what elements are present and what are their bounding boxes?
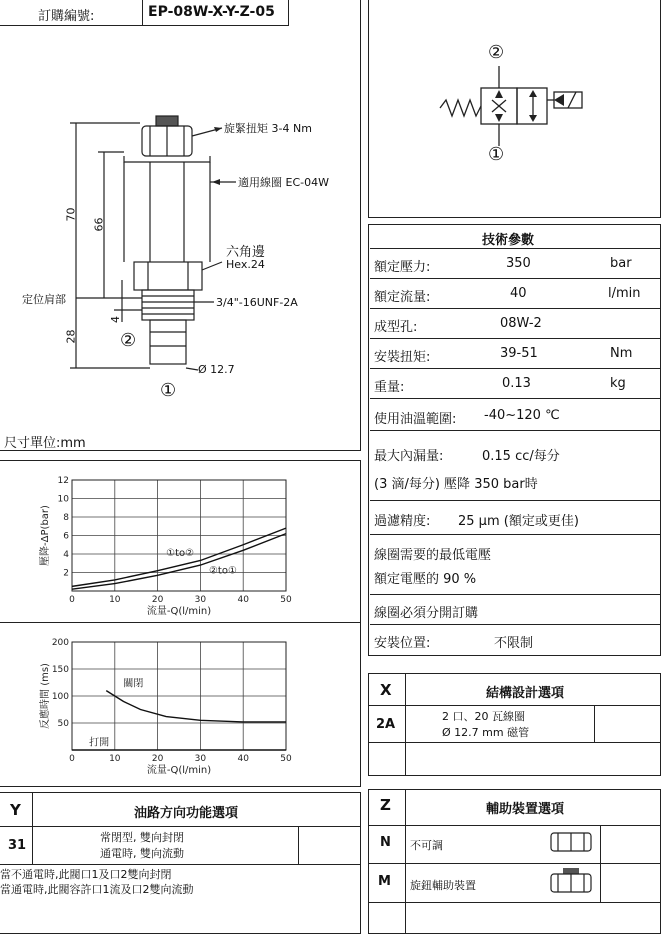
dim-28: 28	[64, 329, 78, 344]
x-tick-label: 0	[69, 595, 75, 605]
y-tick-label: 200	[51, 638, 69, 648]
x-tick-label: 50	[280, 754, 292, 764]
x-tick-label: 30	[194, 754, 207, 764]
y-tick-label: 100	[51, 692, 69, 702]
series-label: 打開	[89, 737, 110, 749]
y-divider-v2	[298, 827, 299, 864]
z-divider-v2	[600, 826, 601, 902]
coil-min-line2: 額定電壓的 90 %	[374, 572, 477, 587]
x-tick-label: 30	[194, 595, 207, 605]
port-2-label: ②	[120, 330, 137, 351]
y-divider-h2	[0, 864, 360, 865]
coil-order: 線圈必須分開訂購	[374, 606, 479, 621]
series-label: ①to②	[166, 547, 195, 559]
leak-note: (3 滴/每分) 壓降 350 bar時	[374, 477, 538, 492]
y-tick-label: 12	[57, 476, 69, 486]
x-axis-label: 流量-Q(l/min)	[146, 606, 212, 617]
y-divider-v	[32, 793, 33, 864]
z-code-n: N	[380, 835, 391, 850]
spec-label: 重量:	[374, 380, 405, 395]
x-desc2: Ø 12.7 mm 磁管	[442, 726, 530, 739]
spec-row-temp	[370, 398, 660, 431]
spec-label: 成型孔:	[374, 320, 418, 335]
spec-row	[370, 248, 660, 279]
thread-label: 3/4"-16UNF-2A	[216, 296, 298, 309]
spec-unit: Nm	[610, 346, 633, 361]
pressure-drop-chart	[0, 460, 360, 622]
knob-icon-manual	[548, 866, 594, 898]
x-tick-label: 10	[109, 595, 121, 605]
leak-value: 0.15 cc/每分	[482, 449, 560, 464]
spec-value: 40	[510, 286, 527, 301]
unit-label: 尺寸單位:mm	[4, 436, 86, 451]
x-tick-label: 40	[237, 754, 249, 764]
spec-unit: l/min	[608, 286, 641, 301]
spec-value: 39-51	[500, 346, 538, 361]
symbol-port-1: ①	[488, 144, 505, 165]
series-label: ②to①	[208, 565, 237, 577]
specs-header: 技術參數	[482, 233, 535, 248]
x-tick-label: 0	[69, 754, 75, 764]
z-key: Z	[380, 796, 391, 814]
spec-label: 額定流量:	[374, 290, 431, 305]
z-divider-h3	[369, 902, 660, 903]
y-tick-label: 6	[63, 531, 69, 542]
spec-row-coil-order	[370, 594, 660, 625]
z-title: 輔助裝置選項	[486, 802, 565, 817]
x-title: 結構設計選項	[486, 686, 565, 701]
locate-shoulder-label: 定位肩部	[22, 293, 66, 306]
y-tick-label: 150	[51, 665, 69, 675]
spec-row	[370, 278, 660, 309]
y-tick-label: 8	[63, 513, 69, 523]
x-tick-label: 20	[151, 754, 164, 764]
y-tick-label: 10	[57, 494, 69, 505]
order-code: EP-08W-X-Y-Z-05	[148, 4, 275, 20]
hex-label-cn: 六角邊	[226, 245, 266, 260]
dim-4: 4	[109, 316, 122, 323]
temp-label: 使用油溫範圍:	[374, 412, 457, 427]
torque-label: 旋緊扭矩 3-4 Nm	[224, 122, 312, 135]
dim-70: 70	[64, 207, 78, 222]
spec-row	[370, 338, 660, 369]
mount-value: 不限制	[494, 636, 534, 651]
y-desc2: 通電時, 雙向流動	[100, 847, 184, 860]
spec-value: 350	[506, 256, 531, 271]
spec-row-filter	[370, 500, 660, 535]
x-tick-label: 20	[151, 595, 164, 605]
x-divider-v	[405, 674, 406, 775]
series-label: 關閉	[123, 678, 144, 690]
z-divider-h2	[369, 863, 660, 864]
spec-row	[370, 308, 660, 339]
z-divider-v	[405, 790, 406, 933]
temp-value: -40~120 ℃	[484, 408, 560, 423]
hydraulic-symbol	[368, 0, 661, 219]
spec-row-coil-min	[370, 534, 660, 595]
x-divider-h2	[369, 742, 660, 743]
spec-unit: kg	[610, 376, 626, 391]
x-tick-label: 40	[237, 595, 249, 605]
spec-unit: bar	[610, 256, 632, 271]
y-tick-label: 2	[63, 568, 69, 579]
z-divider-h1	[369, 825, 660, 826]
spec-row-mount	[370, 624, 660, 657]
x-axis-label: 流量-Q(l/min)	[146, 765, 212, 776]
response-time-chart	[0, 622, 360, 784]
knob-icon-plain	[548, 830, 594, 858]
y-title: 油路方向功能選項	[134, 806, 239, 821]
spec-label: 額定壓力:	[374, 260, 431, 275]
z-desc-m: 旋鈕輔助裝置	[410, 879, 476, 892]
y-key: Y	[10, 801, 21, 819]
spec-row-leak	[370, 430, 660, 501]
y-code: 31	[8, 838, 27, 853]
x-tick-label: 10	[109, 754, 121, 764]
coil-label: 適用線圈 EC-04W	[238, 176, 329, 189]
x-divider-v2	[594, 706, 595, 742]
x-code: 2A	[376, 717, 396, 732]
x-divider-h	[369, 705, 660, 706]
x-desc1: 2 口、20 瓦線圈	[442, 710, 525, 723]
coil-min-line1: 線圈需要的最低電壓	[374, 548, 492, 563]
y-tick-label: 4	[63, 550, 69, 560]
spec-row	[370, 368, 660, 399]
order-label: 訂購編號:	[38, 9, 95, 24]
y-axis-label: 反應時間 (ms)	[40, 663, 51, 729]
valve-drawing	[0, 0, 360, 450]
spec-label: 安裝扭矩:	[374, 350, 431, 365]
z-desc-n: 不可調	[410, 839, 443, 852]
x-key: X	[380, 681, 392, 699]
z-code-m: M	[378, 874, 391, 889]
y-note1: 當不通電時,此閥口1及口2雙向封閉	[0, 868, 172, 881]
y-note2: 當通電時,此閥容許口1流及口2雙向流動	[0, 883, 194, 896]
mount-label: 安裝位置:	[374, 636, 431, 651]
leak-label: 最大內漏量:	[374, 449, 444, 464]
y-divider-h	[0, 826, 360, 827]
hex-label: Hex.24	[226, 258, 265, 271]
x-tick-label: 50	[280, 595, 292, 605]
port-1-label: ①	[160, 380, 177, 401]
spec-value: 0.13	[502, 376, 531, 391]
y-tick-label: 50	[57, 719, 69, 729]
filter-value: 25 µm (額定或更佳)	[458, 514, 579, 529]
dim-66: 66	[92, 217, 106, 232]
series-line	[106, 691, 286, 722]
y-desc1: 常閉型, 雙向封閉	[100, 831, 184, 844]
filter-label: 過濾精度:	[374, 514, 431, 529]
diameter-label: Ø 12.7	[198, 363, 235, 376]
y-axis-label: 壓降-ΔP(bar)	[40, 505, 51, 566]
spec-value: 08W-2	[500, 316, 542, 331]
symbol-port-2: ②	[488, 42, 505, 63]
